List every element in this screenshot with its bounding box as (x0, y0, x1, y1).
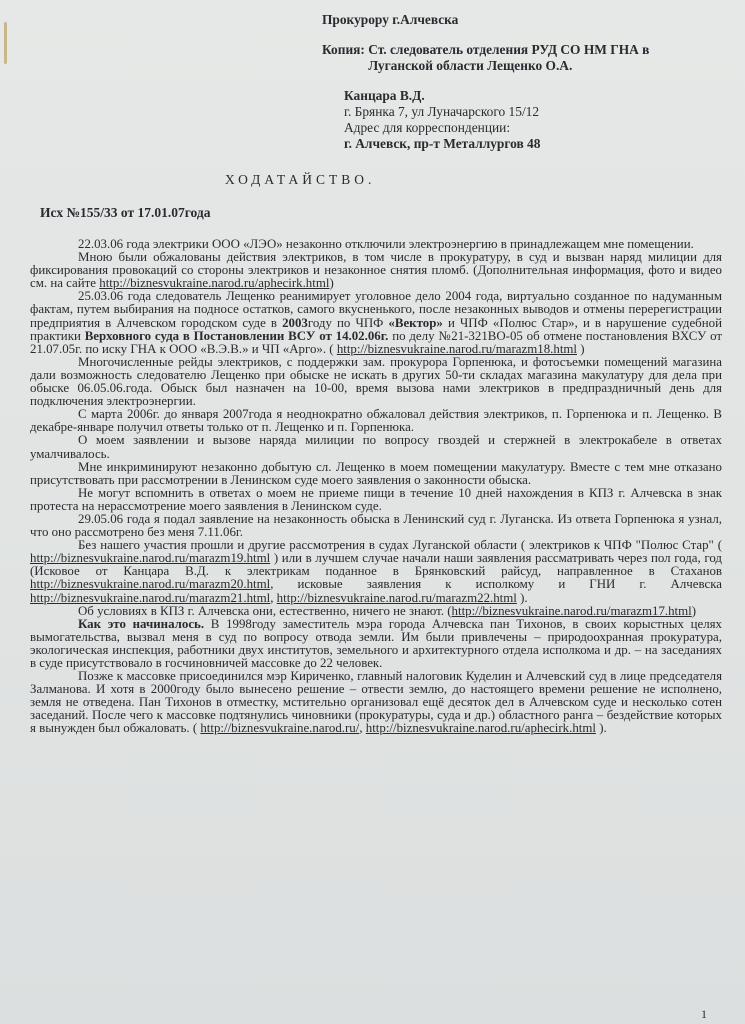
paragraph-text: ) (691, 603, 697, 618)
paragraph (30, 513, 722, 539)
paragraph-text: 29.05.06 года я подал заявление на незаконность обыска в Ленинский суд г. Луганска. Из ответа Горпенюка я узнал, что оно рассмотрено без меня 7.11.06г. (30, 511, 722, 540)
paragraph-text: ). (599, 721, 607, 736)
paragraph (30, 290, 722, 355)
document-body (30, 238, 722, 736)
paragraph-text: Мне инкриминируют незаконно добытую сл. Лещенко в моем помещении макулатуру. Вместе с тем мне отказано присутствовать при рассмотрении в Ленинском суде моего заявления о законности обыска. (30, 459, 722, 487)
paragraph-text: , (359, 721, 363, 736)
sender-name: Канцара В.Д. (344, 88, 425, 103)
paragraph (30, 487, 722, 513)
paragraph-text: Не могут вспомнить в ответах о моем не приеме пищи в течение 10 дней нахождения в КПЗ г. Алчевска в знак протеста на нерассмотрение моего заявления в Ленинском суде. (30, 485, 722, 513)
site-link[interactable]: http://biznesvukraine.narod.ru/marazm18.html (336, 341, 578, 356)
paragraph (30, 251, 722, 290)
site-link[interactable]: http://biznesvukraine.narod.ru/marazm19.html (30, 551, 271, 566)
paragraph-text: ) или в лучшем случае начали наши заявления рассматривать через пол года, год (Исковое от Канцара В.Д. к электрикам поданное в Брянковский райсуд, направленное в Стаханов (30, 551, 722, 579)
correspondence-address: г. Алчевск, пр-т Металлургов 48 (344, 136, 541, 151)
paragraph-text: по делу №21-321ВО-05 об отмене постановления ВХСУ от 21.07.05г. по иску ГНА к ООО «В.Э.В.» и ЧП «Арго». ( (30, 328, 722, 356)
correspondence-label: Адрес для корреспонденции: (344, 120, 511, 135)
paragraph (30, 408, 722, 434)
paragraph-text: Мною были обжалованы действия электриков, в том числе в прокуратуру, в суд и вызван наряд милиции для фиксирования провокаций со стороны электриков и незаконное снятия пломб. (Дополнительная информация, фото и видео см. на сайте (30, 250, 722, 291)
paragraph-text: , (270, 590, 274, 605)
paragraph (30, 670, 722, 735)
site-link[interactable]: http://biznesvukraine.narod.ru/marazm20.html (30, 577, 271, 592)
outgoing-reference: Исх №155/33 от 17.01.07года (40, 205, 211, 220)
paragraph-text: Многочисленные рейды электриков, с поддержки зам. прокурора Горпенюка, и фотосъемки помещений магазина дали возможность следователю Лещенко при обыске не искать в других 50-ти складах магазина макулатуру для дела при обыске 06.05.06.года. Обыск был назначен на 10-00, время вызова нами электриков в предпраздничный день для подключения электроэнергии. (30, 354, 722, 409)
emphasis: 2003 (282, 315, 308, 330)
copy-line (322, 42, 732, 74)
site-link[interactable]: http://biznesvukraine.narod.ru/marazm17.html (451, 603, 692, 618)
copy-label: Копия: (322, 42, 365, 57)
addressee-block (322, 12, 732, 152)
paragraph-text: ) (580, 341, 585, 356)
copy-recipient: Ст. следователь отделения РУД СО НМ ГНА в Луганской области Лещенко О.А. (368, 42, 650, 73)
paragraph-text: О моем заявлении и вызове наряда милиции по вопросу гвоздей и стержней в электрокабеле в ответах умалчивалось. (30, 433, 722, 461)
paragraph-text: 22.03.06 года электрики ООО «ЛЭО» незаконно отключили электроэнергию в принадлежащем мне помещении. (78, 237, 694, 251)
paragraph (30, 434, 722, 460)
paragraph-text: , исковые заявления к исполкому и ГНИ г. Алчевска (270, 577, 722, 592)
document-title: ХОДАТАЙСТВО. (225, 172, 376, 187)
paragraph (30, 618, 722, 670)
site-link[interactable]: http://biznesvukraine.narod.ru/ (200, 721, 360, 736)
paragraph (30, 461, 722, 487)
paragraph-text: 25.03.06 года следователь Лещенко реанимирует уголовное дело 2004 года, виртуально созданное по надуманным фактам, путем выбирания на подносе остатков, самого вкусненького, после незаконных выводов и отмены перерегистрации предприятия в Алчевском городском суде в (30, 289, 722, 330)
paragraph-text: ). (520, 590, 528, 605)
paragraph-text: ) (329, 276, 334, 291)
site-link[interactable]: http://biznesvukraine.narod.ru/marazm22.html (276, 590, 517, 605)
site-link[interactable]: http://biznesvukraine.narod.ru/aphecirk.html (99, 276, 330, 291)
paragraph-text: Об условиях в КПЗ г. Алчевска они, естественно, ничего не знают. ( (78, 603, 452, 618)
paragraph (30, 356, 722, 408)
site-link[interactable]: http://biznesvukraine.narod.ru/marazm21.html (30, 590, 271, 605)
page-number: 1 (701, 1007, 707, 1021)
addressee: Прокурору г.Алчевска (322, 12, 459, 27)
paragraph-text: и ЧПФ «Полюс Стар», и в нарушение судебной практики (30, 315, 722, 343)
emphasis: Верховного суда в Постановлении ВСУ от 14.02.06г. (84, 328, 389, 343)
paragraph-text: С марта 2006г. до января 2007года я неоднократно обжаловал действия электриков, п. Горпенюка и п. Лещенко. В декабре-январе получил ответы только от п. Лещенко и п. Горпенюка. (30, 407, 722, 435)
paper-edge-mark (4, 22, 7, 64)
paragraph (30, 539, 722, 604)
sender-address: г. Брянка 7, ул Луначарского 15/12 (344, 104, 540, 119)
emphasis: «Вектор» (388, 315, 443, 330)
paragraph-text: Без нашего участия прошли и другие рассмотрения в судах Луганской области ( электриков к ЧПФ "Полюс Стар" ( (78, 538, 722, 553)
paragraph-text: году по ЧПФ (307, 315, 384, 330)
section-lead: Как это начиналось. (78, 616, 205, 631)
paragraph-text: Позже к массовке присоединился мэр Кириченко, главный налоговик Куделин и Алчевский суд в лице председателя Залманова. И хотя в 2000году было вынесено решение – отвести землю, до настоящего времени решение не исполнено, земля не отведена. Пан Тихонов в отместку, мстительно организовал ещё десяток дел в Алчевском суде и несколько сотен заседаний. После чего к массовке подтянулись чиновники (прокуратуры, суда и др.) областного ранга – бездействие которых я вынужден был обжаловать. ( (30, 669, 722, 736)
paragraph-text: В 1998году заместитель мэра города Алчевска пан Тихонов, в своих корыстных целях вымогательства, вызвал меня в суд по вопросу отвода земли. Им были привлечены – природоохранная прокуратура, экологическая инспекция, работники двух институтов, земельного и архитектурного отдела исполкома и др. – на заседаниях в суде присутствовало в госчиновничей массовке до 22 человек. (30, 616, 723, 670)
site-link[interactable]: http://biznesvukraine.narod.ru/aphecirk.html (365, 721, 596, 736)
